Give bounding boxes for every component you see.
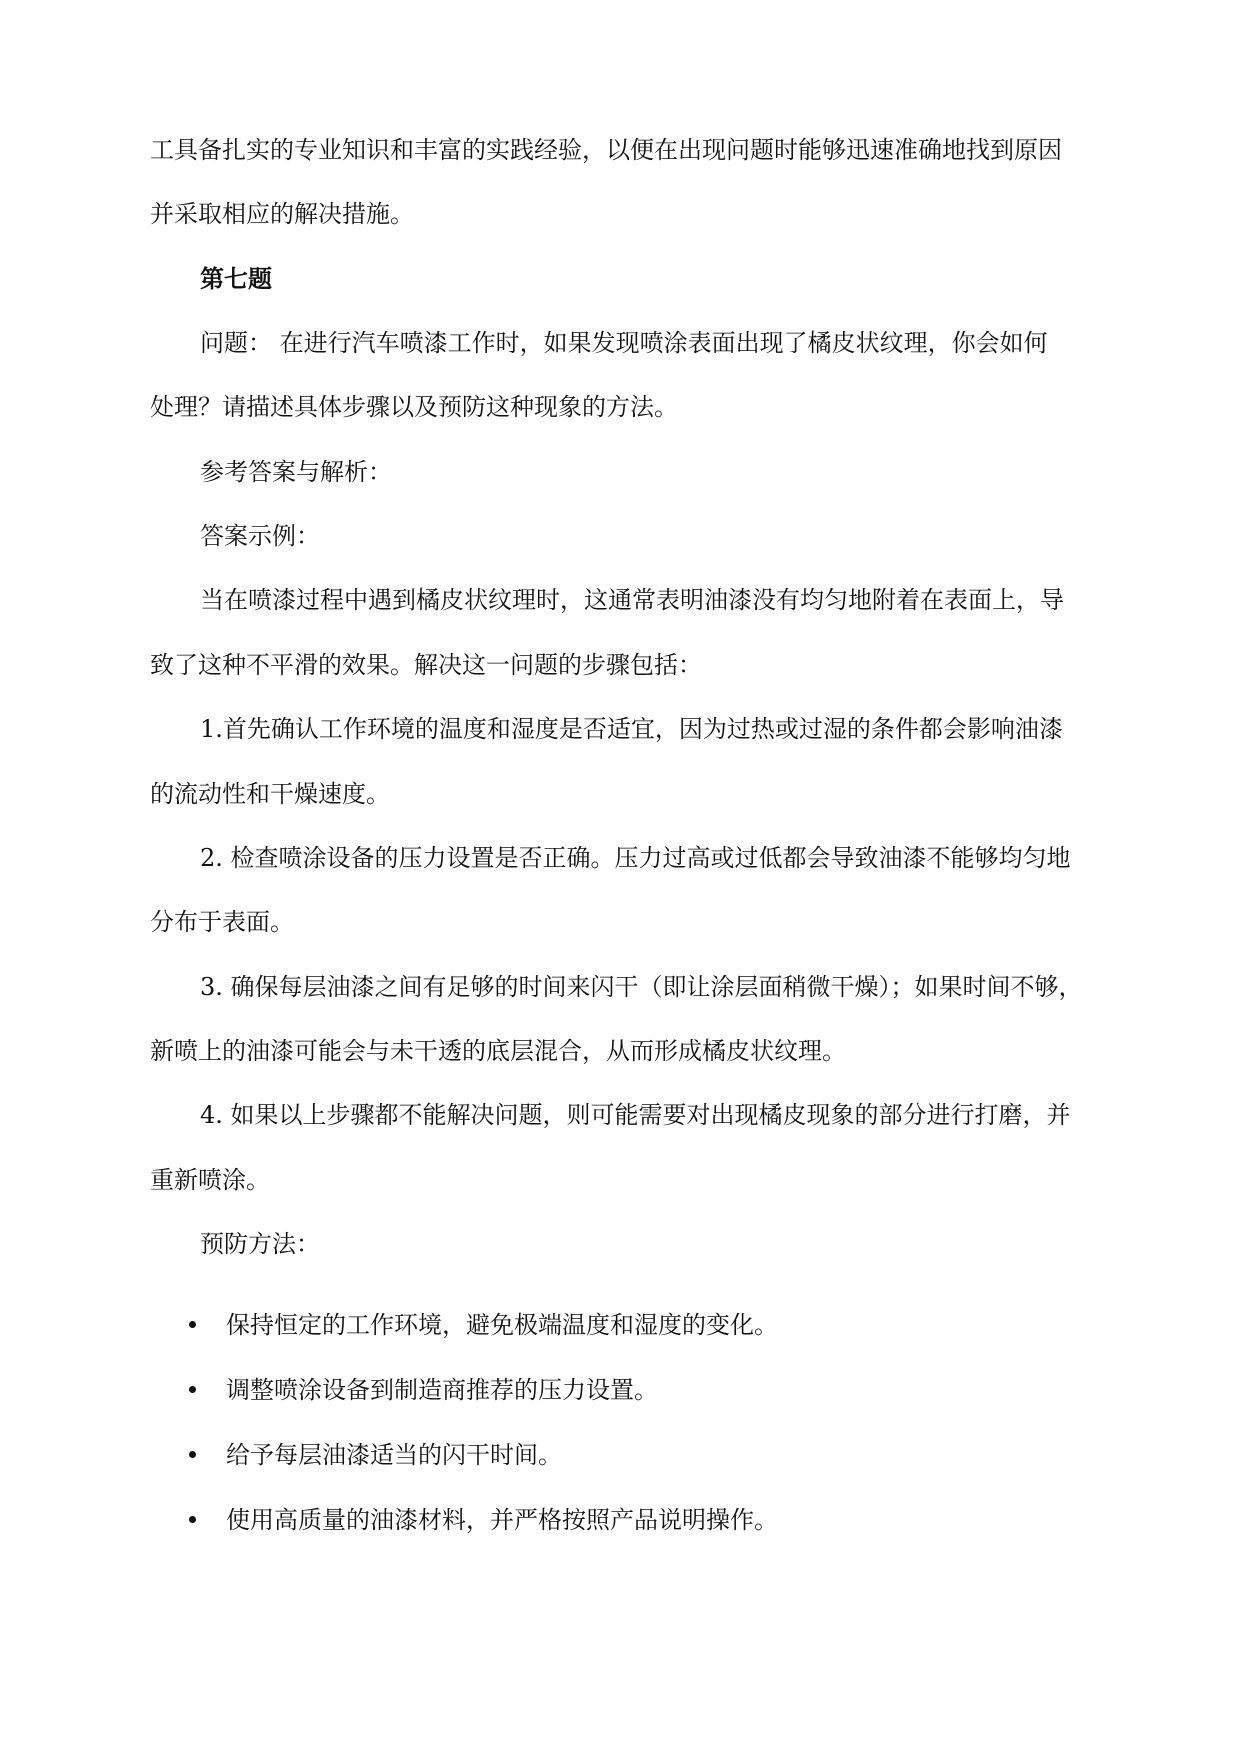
answer-example-label: 答案示例： xyxy=(200,522,320,550)
continuation-line-2: 并采取相应的解决措施。 xyxy=(150,200,414,228)
continuation-line-1: 工具备扎实的专业知识和丰富的实践经验，以便在出现问题时能够迅速准确地找到原因 xyxy=(150,136,1062,164)
bullet-dot-icon xyxy=(189,1451,196,1458)
prevention-label: 预防方法： xyxy=(200,1230,320,1258)
bullet-dot-icon xyxy=(189,1516,196,1523)
question-line-2: 处理？请描述具体步骤以及预防这种现象的方法。 xyxy=(150,393,678,421)
prevention-item-4: 使用高质量的油漆材料，并严格按照产品说明操作。 xyxy=(226,1506,778,1534)
bullet-dot-icon xyxy=(189,1321,196,1328)
reference-answer-label: 参考答案与解析： xyxy=(200,458,392,486)
step-4-line-1: 4. 如果以上步骤都不能解决问题，则可能需要对出现橘皮现象的部分进行打磨，并 xyxy=(200,1101,1071,1129)
prevention-item-2: 调整喷涂设备到制造商推荐的压力设置。 xyxy=(226,1376,658,1404)
step-1-line-1: 1.首先确认工作环境的温度和湿度是否适宜，因为过热或过湿的条件都会影响油漆 xyxy=(200,715,1063,743)
step-1-line-2: 的流动性和干燥速度。 xyxy=(150,780,390,808)
bullet-dot-icon xyxy=(189,1386,196,1393)
step-2-line-2: 分布于表面。 xyxy=(150,908,294,936)
prevention-item-1: 保持恒定的工作环境，避免极端温度和湿度的变化。 xyxy=(226,1311,778,1339)
step-3-line-1: 3. 确保每层油漆之间有足够的时间来闪干（即让涂层面稍微干燥）；如果时间不够， xyxy=(200,973,1083,1001)
question-line-1: 问题： 在进行汽车喷漆工作时，如果发现喷涂表面出现了橘皮状纹理，你会如何 xyxy=(200,329,1048,357)
intro-line-2: 致了这种不平滑的效果。解决这一问题的步骤包括： xyxy=(150,651,702,679)
step-2-line-1: 2. 检查喷涂设备的压力设置是否正确。压力过高或过低都会导致油漆不能够均匀地 xyxy=(200,844,1071,872)
step-3-line-2: 新喷上的油漆可能会与未干透的底层混合，从而形成橘皮状纹理。 xyxy=(150,1037,846,1065)
section-title: 第七题 xyxy=(200,264,272,293)
intro-line-1: 当在喷漆过程中遇到橘皮状纹理时，这通常表明油漆没有均匀地附着在表面上，导 xyxy=(200,586,1064,614)
prevention-item-3: 给予每层油漆适当的闪干时间。 xyxy=(226,1441,562,1469)
step-4-line-2: 重新喷涂。 xyxy=(150,1166,270,1194)
